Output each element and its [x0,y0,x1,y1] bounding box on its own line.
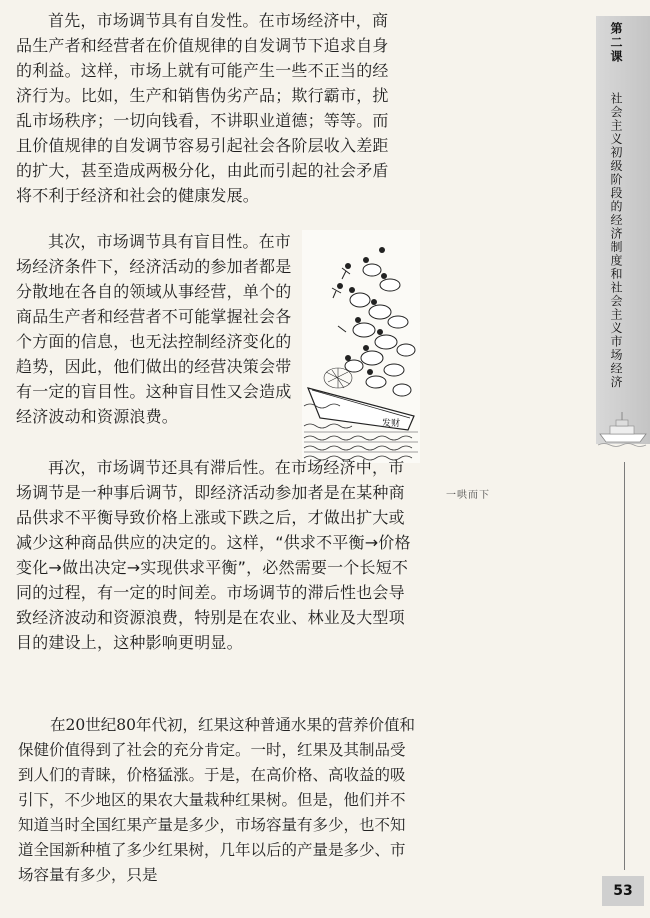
ship-icon [596,408,650,448]
paragraph-spontaneity: 首先，市场调节具有自发性。在市场经济中，商品生产者和经营者在价值规律的自发调节下追求自身的利益。这样，市场上就有可能产生一些不正当的经济行为。比如，生产和销售伪劣产品；欺行霸市，扰乱市场秩序；一切向钱看，不讲职业道德；等等。而且价值规律的自发调节容易引起社会各阶层收入差距的扩大，甚至造成两极分化，由此而引起的社会矛盾将不利于经济和社会的健康发展。 [16,11,389,205]
cartoon-illustration [302,230,420,463]
paragraph-lag: 再次，市场调节还具有滞后性。在市场经济中，市场调节是一种事后调节，即经济活动参加者是在某种商品供求不平衡导致价格上涨或下跌之后，才做出扩大或减少这种商品供应的决定的。这样，“供求不平衡→价格变化→做出决定→实现供求平衡”，必然需要一个长短不同的过程，有一定的时间差。市场调节的滞后性也会导致经济波动和资源浪费，特别是在农业、林业及大型项目的建设上，这种影响更明显。 [16,458,411,652]
lesson-title: 社会主义初级阶段的经济制度和社会主义市场经济 [609,92,623,389]
lesson-number: 第二课 [609,22,623,64]
boat-label: 发财 [382,419,401,429]
case-study-text: 在20世纪80年代初，红果这种普通水果的营养价值和保健价值得到了社会的充分肯定。一时，红果及其制品受到人们的青睐，价格猛涨。于是，在高价格、高收益的吸引下，不少地区的果农大量栽种红果树。但是，他们并不知道当时全国红果产量是多少，市场容量有多少，也不知道全国新种植了多少红果树，几年以后的产量是多少、市场容量有多少，只是 [18,716,415,884]
margin-rule [624,462,625,870]
paragraph-blindness: 其次，市场调节具有盲目性。在市场经济条件下，经济活动的参加者都是分散地在各自的领域从事经营，单个的商品生产者和经营者不可能掌握社会各个方面的信息，也无法控制经济变化的趋势，因此，他们做出的经营决策会带有一定的盲目性。这种盲目性又会造成经济波动和资源浪费。 [16,232,292,426]
illustration-caption: 一哄而下 [446,490,490,501]
page-number: 53 [602,876,644,906]
